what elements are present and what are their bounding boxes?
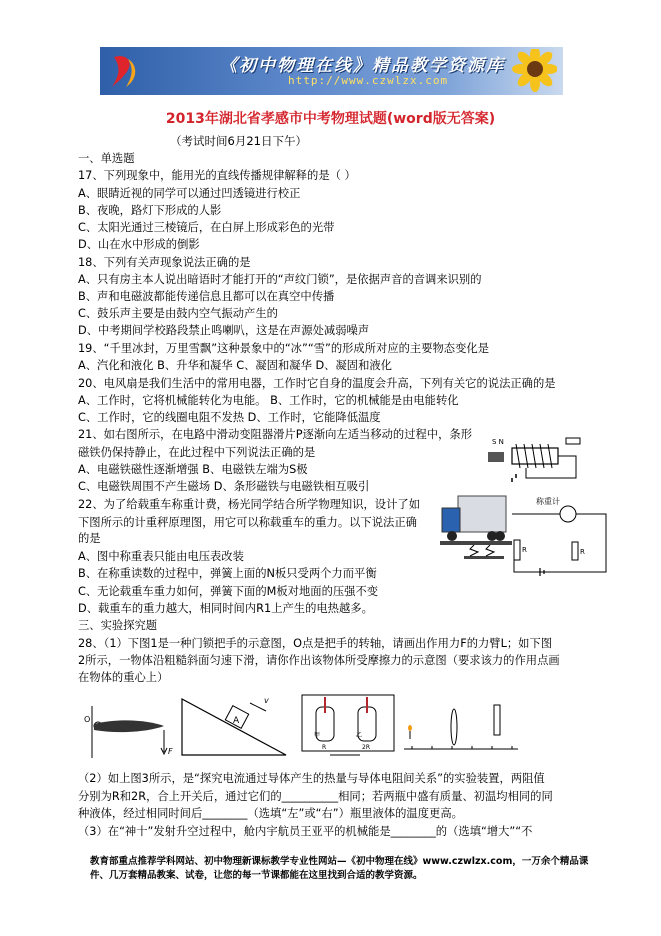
resistor-r-label: R: [522, 546, 527, 554]
banner-url[interactable]: http://www.czwlzx.com: [288, 74, 449, 87]
resistor-r1-label: R: [580, 548, 585, 556]
text-line: 一、单选题: [78, 152, 135, 165]
label-v: v: [264, 696, 269, 705]
text-line: C、无论载重车重力如何，弹簧下面的M板对地面的压强不变: [78, 585, 379, 598]
resistor-r: [514, 540, 520, 560]
text-line: 17、下列现象中，能用光的直线传播规律解释的是（ ）: [78, 169, 356, 182]
label-r: R: [322, 744, 327, 751]
label-jia: 甲: [314, 732, 321, 739]
incline-figure: [180, 693, 290, 759]
text-line: 在物体的重心上）: [78, 671, 169, 684]
truck-cargo: [458, 496, 506, 532]
footer-note: 教育部重点推荐学科网站、初中物理新课标教学专业性网站—《初中物理在线》www.czwlzx.com，一万余个精品课件、几万套精品教案、试卷，让您的每一节课都能在这里找到合适的教学资源。: [90, 856, 589, 881]
text-line: B、夜晚，路灯下形成的人影: [78, 204, 222, 217]
text-line: 的是: [78, 532, 101, 545]
weigher-meter: [560, 506, 576, 522]
text-line: 种液体，经过相同时间后________（选填“左”或“右”）瓶里液体的温度更高。: [78, 807, 463, 820]
label-a: A: [233, 716, 240, 726]
text-line: B、在称重读数的过程中，弹簧上面的N板只受两个力而平衡: [78, 567, 377, 580]
handle-shape: [94, 720, 164, 732]
text-line: 22、为了给载重车称重计费，杨光同学结合所学物理知识，设计了如: [78, 498, 420, 511]
text-line: 21、如右图所示，在电路中滑动变阻器滑片P逐渐向左适当移动的过程中，条形: [78, 428, 472, 441]
label-o: O: [84, 715, 91, 724]
header-banner: [100, 47, 563, 95]
label-f: F: [168, 747, 173, 756]
door-handle-figure: [78, 700, 178, 760]
text-line: （3）在“神十”发射升空过程中，舱内宇航员王亚平的机械能是________的（选填“增大”“不: [78, 825, 533, 838]
weigher-label: 称重计: [536, 497, 560, 506]
rheostat: [566, 438, 580, 444]
spring-icon: [470, 545, 494, 556]
logo-icon: [108, 53, 142, 89]
bar-magnet: [488, 452, 504, 462]
text-line: 三、实验探究题: [78, 619, 158, 632]
magnet-label: S N: [492, 438, 504, 446]
label-2r: 2R: [362, 744, 370, 751]
text-line: 28、（1）下图1是一种门锁把手的示意图，O点是把手的转轴，请画出作用力F的力臂L；如下图: [78, 637, 553, 650]
text-line: 18、下列有关声现象说法正确的是: [78, 256, 251, 269]
scale-wire: [512, 514, 606, 572]
sunflower-icon: [497, 49, 557, 93]
banner-title: 《初中物理在线》精品教学资源库: [220, 56, 505, 76]
text-line: 19、“千里冰封，万里雪飘”这种景象中的“冰”“雪”的形成所对应的主要物态变化是: [78, 342, 489, 355]
text-line: D、中考期间学校路段禁止鸣喇叭，这是在声源处减弱噪声: [78, 324, 370, 337]
resistor-r1: [572, 542, 578, 560]
text-line: 分别为R和2R，合上开关后，通过它们的__________相同；若两瓶中盛有质量、初温均相同的同: [78, 790, 553, 803]
text-line: A、汽化和液化 B、升华和凝华 C、凝固和凝华 D、凝固和液化: [78, 359, 392, 372]
text-line: 2所示，一物体沿粗糙斜面匀速下滑，请你作出该物体所受摩擦力的示意图（要求该力的作用点画: [78, 654, 560, 667]
exam-time: （考试时间6月21日下午）: [170, 134, 307, 148]
text-line: C、太阳光通过三棱镜后，在白屏上形成彩色的光带: [78, 221, 335, 234]
text-line: （2）如上图3所示，是“探究电流通过导体产生的热量与导体电阻间关系”的实验装置，两阻值: [78, 772, 545, 785]
text-line: 下图所示的计重秤原理图，用它可以称载重车的重力。以下说法正确: [78, 516, 417, 529]
text-line: C、鼓乐声主要是由鼓内空气振动产生的: [78, 307, 278, 320]
lens-icon: [451, 709, 457, 745]
screen-icon: [494, 705, 500, 735]
truck-cab: [442, 508, 460, 532]
text-line: B、声和电磁波都能传递信息且都可以在真空中传播: [78, 290, 335, 303]
thermometer-icon: [325, 697, 367, 713]
text-line: A、只有房主本人说出暗语时才能打开的“声纹门锁”，是依据声音的音调来识别的: [78, 273, 482, 286]
text-line: A、图中称重表只能由电压表改装: [78, 550, 244, 563]
text-line: C、工作时，它的线圈电阻不发热 D、工作时，它能降低温度: [78, 411, 381, 424]
plate-m: [464, 556, 504, 559]
text-line: A、工作时，它将机械能转化为电能。 B、工作时，它的机械能是由电能转化: [78, 394, 459, 407]
text-line: D、山在水中形成的倒影: [78, 238, 200, 251]
electromagnet-figure: [486, 430, 586, 486]
lens-bench-figure: [402, 695, 522, 755]
text-line: D、载重车的重力越大，相同时间内R1上产生的电热越多。: [78, 602, 373, 615]
truck-scale-figure: [440, 490, 612, 582]
plate-n: [440, 541, 512, 545]
heating-experiment-figure: [300, 693, 396, 763]
page-title: 2013年湖北省孝感市中考物理试题(word版无答案): [165, 111, 496, 127]
text-line: A、眼睛近视的同学可以通过凹透镜进行校正: [78, 187, 301, 200]
text-line: C、电磁铁周围不产生磁场 D、条形磁铁与电磁铁相互吸引: [78, 480, 370, 493]
text-line: 磁铁仍保持静止，在此过程中下列说法正确的是: [78, 446, 316, 459]
text-line: 20、电风扇是我们生活中的常用电器，工作时它自身的温度会升高，下列有关它的说法正确的是: [78, 377, 556, 390]
label-yi: 乙: [356, 732, 363, 739]
text-line: A、电磁铁磁性逐渐增强 B、电磁铁左端为S极: [78, 463, 308, 476]
battery-icon: [512, 474, 516, 482]
